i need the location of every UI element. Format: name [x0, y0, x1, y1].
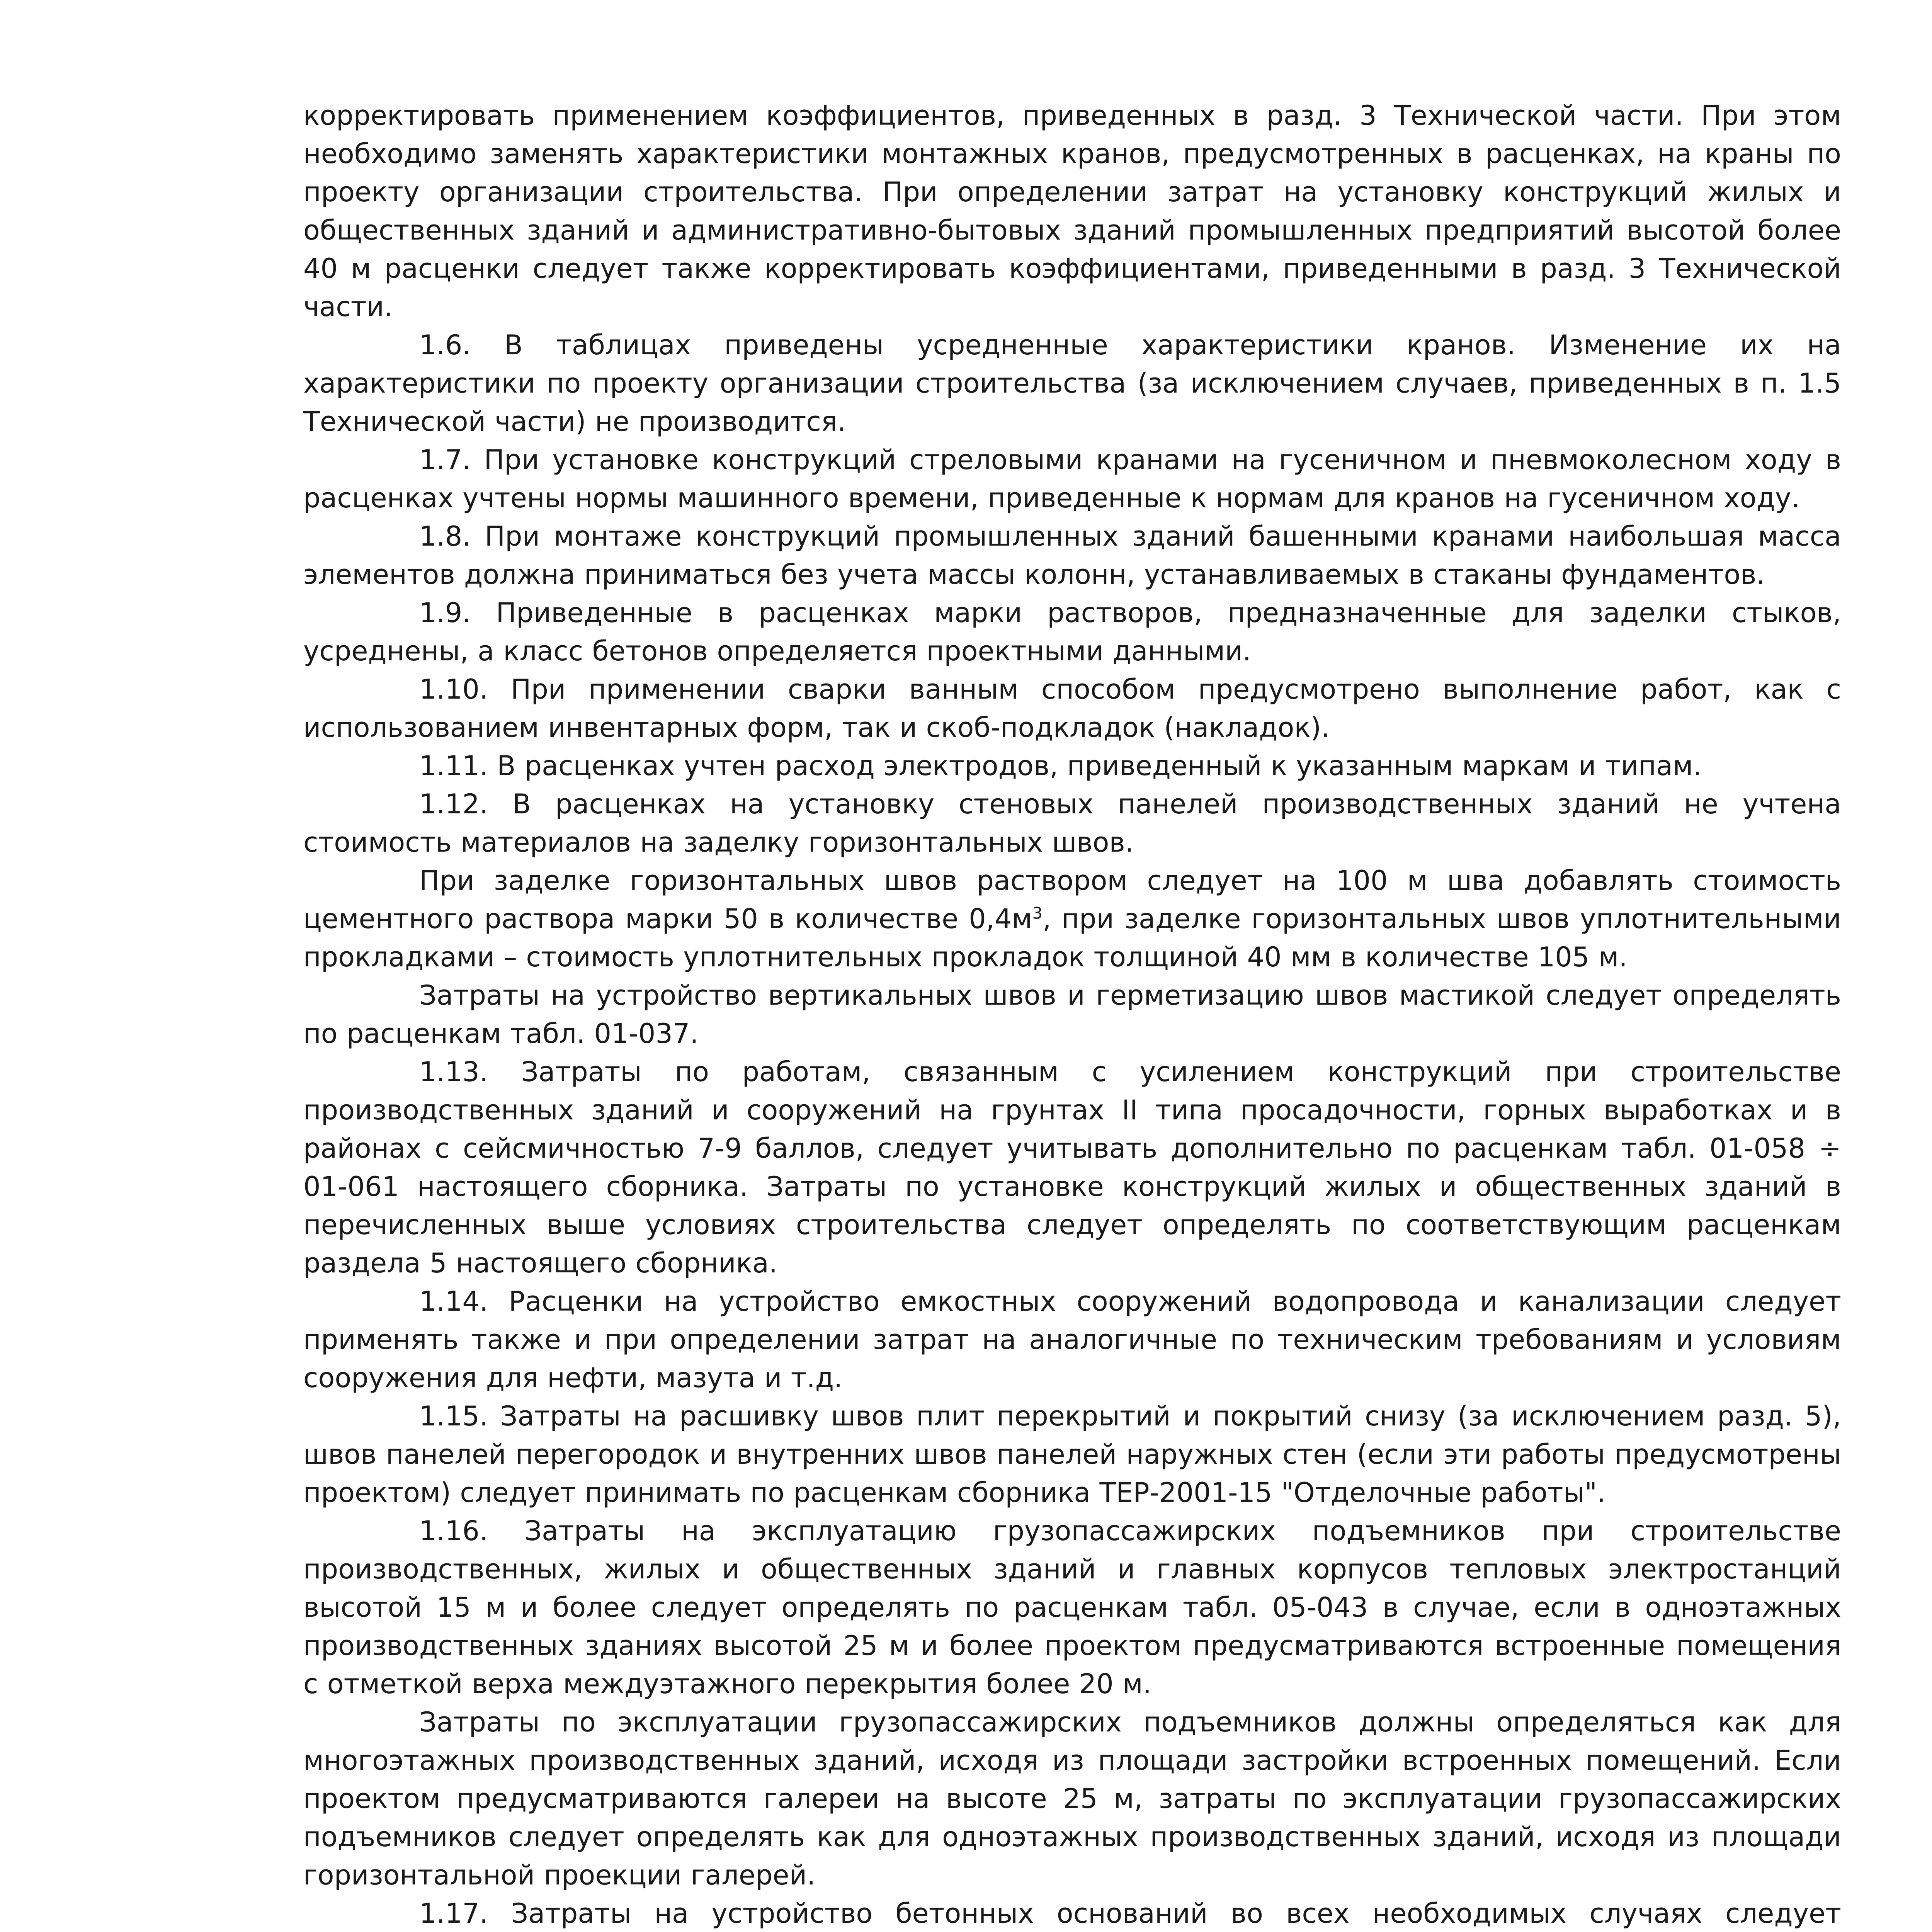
paragraph-1-12-vertical-seams: Затраты на устройство вертикальных швов и герметизацию швов мастикой следует определять по расценкам табл. 01-037. [303, 980, 1841, 1049]
superscript-cubic: 3 [1032, 903, 1043, 923]
paragraph-text: , при заделке горизонтальных швов уплотнительными прокладками – стоимость уплотнительных прокладок толщиной 40 мм в количестве 105 м. [303, 903, 1841, 973]
paragraph-1-16-lifts: Затраты по эксплуатации грузопассажирских подъемников должны определяться как для многоэтажных производственных зданий, исходя из площади застройки встроенных помещений. Если проектом предусматриваются галереи на высоте 25 м, затраты по эксплуатации грузопассажирских подъемников следует определять как для одноэтажных производственных зданий, исходя из площади горизонтальной проекции галерей. [303, 1706, 1841, 1891]
paragraph-1-16: 1.16. Затраты на эксплуатацию грузопассажирских подъемников при строительстве производственных, жилых и общественных зданий и главных корпусов тепловых электростанций высотой 15 м и более следует определять по расценкам табл. 05-043 в случае, если в одноэтажных производственных зданиях высотой 25 м и более проектом предусматриваются встроенные помещения с отметкой верха междуэтажного перекрытия более 20 м. [303, 1515, 1841, 1700]
paragraph-1-14: 1.14. Расценки на устройство емкостных сооружений водопровода и канализации следует применять также и при определении затрат на аналогичные по техническим требованиям и условиям сооружения для нефти, мазута и т.д. [303, 1286, 1841, 1394]
paragraph-1-10: 1.10. При применении сварки ванным способом предусмотрено выполнение работ, как с использованием инвентарных форм, так и скоб-подкладок (накладок). [303, 673, 1841, 743]
paragraph-text: При заделке горизонтальных швов раствором следует на 100 м шва добавлять стоимость цементного раствора марки 50 в количестве 0,4м [303, 865, 1841, 935]
document-body [303, 97, 1841, 1932]
paragraph-1-12: 1.12. В расценках на установку стеновых панелей производственных зданий не учтена стоимость материалов на заделку горизонтальных швов. [303, 788, 1841, 858]
paragraph-continuation: корректировать применением коэффициентов, приведенных в разд. 3 Технической части. При этом необходимо заменять характеристики монтажных кранов, предусмотренных в расценках, на краны по проекту организации строительства. При определении затрат на установку конструкций жилых и общественных зданий и административно-бытовых зданий промышленных предприятий высотой более 40 м расценки следует также корректировать коэффициентами, приведенными в разд. 3 Технической части. [303, 100, 1841, 323]
paragraph-1-6: 1.6. В таблицах приведены усредненные характеристики кранов. Изменение их на характеристики по проекту организации строительства (за исключением случаев, приведенных в п. 1.5 Технической части) не производится. [303, 329, 1841, 437]
paragraph-1-11: 1.11. В расценках учтен расход электродов, приведенный к указанным маркам и типам. [419, 750, 1702, 782]
paragraph-1-15: 1.15. Затраты на расшивку швов плит перекрытий и покрытий снизу (за исключением разд. 5), швов панелей перегородок и внутренних швов панелей наружных стен (если эти работы предусмотрены проектом) следует принимать по расценкам сборника ТЕР-2001-15 "Отделочные работы". [303, 1400, 1841, 1509]
paragraph-1-13: 1.13. Затраты по работам, связанным с усилением конструкций при строительстве производственных зданий и сооружений на грунтах II типа просадочности, горных выработках и в районах с сейсмичностью 7-9 баллов, следует учитывать дополнительно по расценкам табл. 01-058 ÷ 01-061 настоящего сборника. Затраты по установке конструкций жилых и общественных зданий в перечисленных выше условиях строительства следует определять по соответствующим расценкам раздела 5 настоящего сборника. [303, 1056, 1841, 1279]
paragraph-1-17: 1.17. Затраты на устройство бетонных оснований во всех необходимых случаях следует [419, 1898, 1841, 1929]
paragraph-1-7: 1.7. При установке конструкций стреловыми кранами на гусеничном и пневмоколесном ходу в расценках учтены нормы машинного времени, приведенные к нормам для кранов на гусеничном ходу. [303, 444, 1841, 514]
paragraph-1-12-mortar [303, 862, 1841, 976]
paragraph-1-8: 1.8. При монтаже конструкций промышленных зданий башенными кранами наибольшая масса элементов должна приниматься без учета массы колонн, устанавливаемых в стаканы фундаментов. [303, 520, 1841, 590]
paragraph-1-9: 1.9. Приведенные в расценках марки растворов, предназначенные для заделки стыков, усреднены, а класс бетонов определяется проектными данными. [303, 597, 1841, 667]
